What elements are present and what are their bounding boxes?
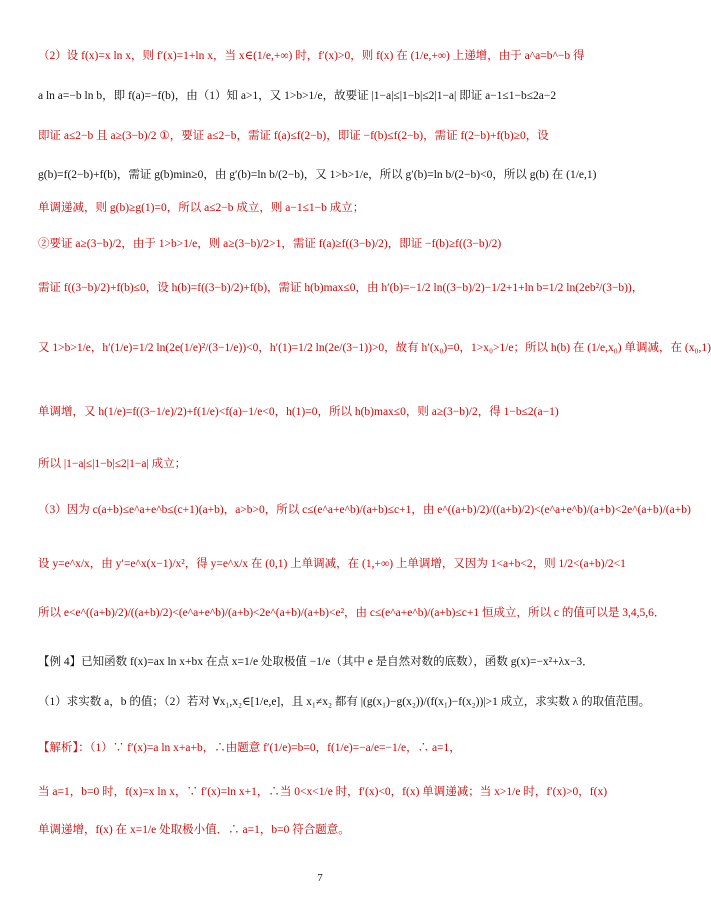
text-line: 【例 4】已知函数 f(x)=ax ln x+bx 在点 x=1/e 处取极值 −1/e（其中 e 是自然对数的底数），函数 g(x)=−x²+λx−3． bbox=[38, 656, 594, 668]
text-line: 【解析】：（1）∵ f′(x)=a ln x+a+b，∴由题意 f′(1/e)=b=0，f(1/e)=−a/e=−1/e，∴ a=1， bbox=[38, 742, 461, 754]
text-line: 设 y=e^x/x，由 y′=e^x(x−1)/x²，得 y=e^x/x 在 (0,1) 上单调减，在 (1,+∞) 上单调增，又因为 1<a+b<2，则 1/2<(a+b)/2<1 bbox=[38, 558, 626, 570]
text-line: 需证 f((3−b)/2)+f(b)≤0，设 h(b)=f((3−b)/2)+f(b)，需证 h(b)max≤0，由 h′(b)=−1/2 ln((3−b)/2)−1/2+1+ln b=1/2 ln(2eb²/(3−b))， bbox=[38, 282, 644, 294]
text-line: 单调递增，f(x) 在 x=1/e 处取极小值．∴ a=1，b=0 符合题意。 bbox=[38, 824, 350, 836]
text-line: 单调增，又 h(1/e)=f((3−1/e)/2)+f(1/e)<f(a)−1/e<0，h(1)=0，所以 h(b)max≤0，则 a≥(3−b)/2，得 1−b≤2(a−1) bbox=[38, 406, 559, 418]
text-line: （2）设 f(x)=x ln x，则 f′(x)=1+ln x，当 x∈(1/e,+∞) 时，f′(x)>0，则 f(x) 在 (1/e,+∞) 上递增，由于 a^a=b^−b 得 bbox=[38, 50, 585, 62]
text-line: ②要证 a≥(3−b)/2，由于 1>b>1/e，则 a≥(3−b)/2>1，需证 f(a)≥f((3−b)/2)，即证 −f(b)≥f((3−b)/2) bbox=[38, 238, 502, 250]
text-line: 当 a=1，b=0 时，f(x)=x ln x，∵ f′(x)=ln x+1，∴当 0<x<1/e 时，f′(x)<0，f(x) 单调递减；当 x>1/e 时，f′(x)>0，f(x) bbox=[38, 786, 608, 798]
text-line: a ln a=−b ln b，即 f(a)=−f(b)，由（1）知 a>1，又 1>b>1/e，故要证 |1−a|≤|1−b|≤2|1−a| 即证 a−1≤1−b≤2a−2 bbox=[38, 90, 557, 102]
text-line: 所以 e<e^((a+b)/2)/((a+b)/2)<(e^a+e^b)/(a+b)<2e^(a+b)/(a+b)<e²，由 c≤(e^a+e^b)/(a+b)≤c+1 恒成立，所以 c 的值可以是 3,4,5,6． bbox=[38, 607, 666, 619]
text-line: 单调递减，则 g(b)≥g(1)=0，所以 a≤2−b 成立，则 a−1≤1−b 成立； bbox=[38, 202, 365, 214]
text-line: （3）因为 c(a+b)≤e^a+e^b≤(c+1)(a+b)，a>b>0，所以 c≤(e^a+e^b)/(a+b)≤c+1，由 e^((a+b)/2)/((a+b)/2)<(e^a+e^b)/(a+b)<2e^(a+b)/(a+b) bbox=[38, 504, 691, 516]
text-line: （1）求实数 a，b 的值；（2）若对 ∀x₁,x₂∈[1/e,e]，且 x₁≠x₂ 都有 |(g(x₁)−g(x₂))/(f(x₁)−f(x₂))|>1 成立，求实数 λ 的取值范围。 bbox=[38, 696, 651, 708]
page-number: 7 bbox=[317, 872, 323, 884]
text-line: 即证 a≤2−b 且 a≥(3−b)/2 ①，要证 a≤2−b，需证 f(a)≤f(2−b)，即证 −f(b)≤f(2−b)，需证 f(2−b)+f(b)≥0，设 bbox=[38, 130, 549, 142]
text-line: 所以 |1−a|≤|1−b|≤2|1−a| 成立； bbox=[38, 458, 187, 470]
text-line: 又 1>b>1/e，h′(1/e)=1/2 ln(2e(1/e)²/(3−1/e))<0，h′(1)=1/2 ln(2e/(3−1))>0，故有 h′(x₀)=0，1>x₀>1/e；所以 h(b) 在 (1/e,x₀) 单调减，在 (x₀,1) bbox=[38, 342, 711, 354]
text-line: g(b)=f(2−b)+f(b)，需证 g(b)min≥0，由 g′(b)=ln b/(2−b)，又 1>b>1/e，所以 g′(b)=ln b/(2−b)<0，所以 g(b) 在 (1/e,1) bbox=[38, 169, 597, 181]
